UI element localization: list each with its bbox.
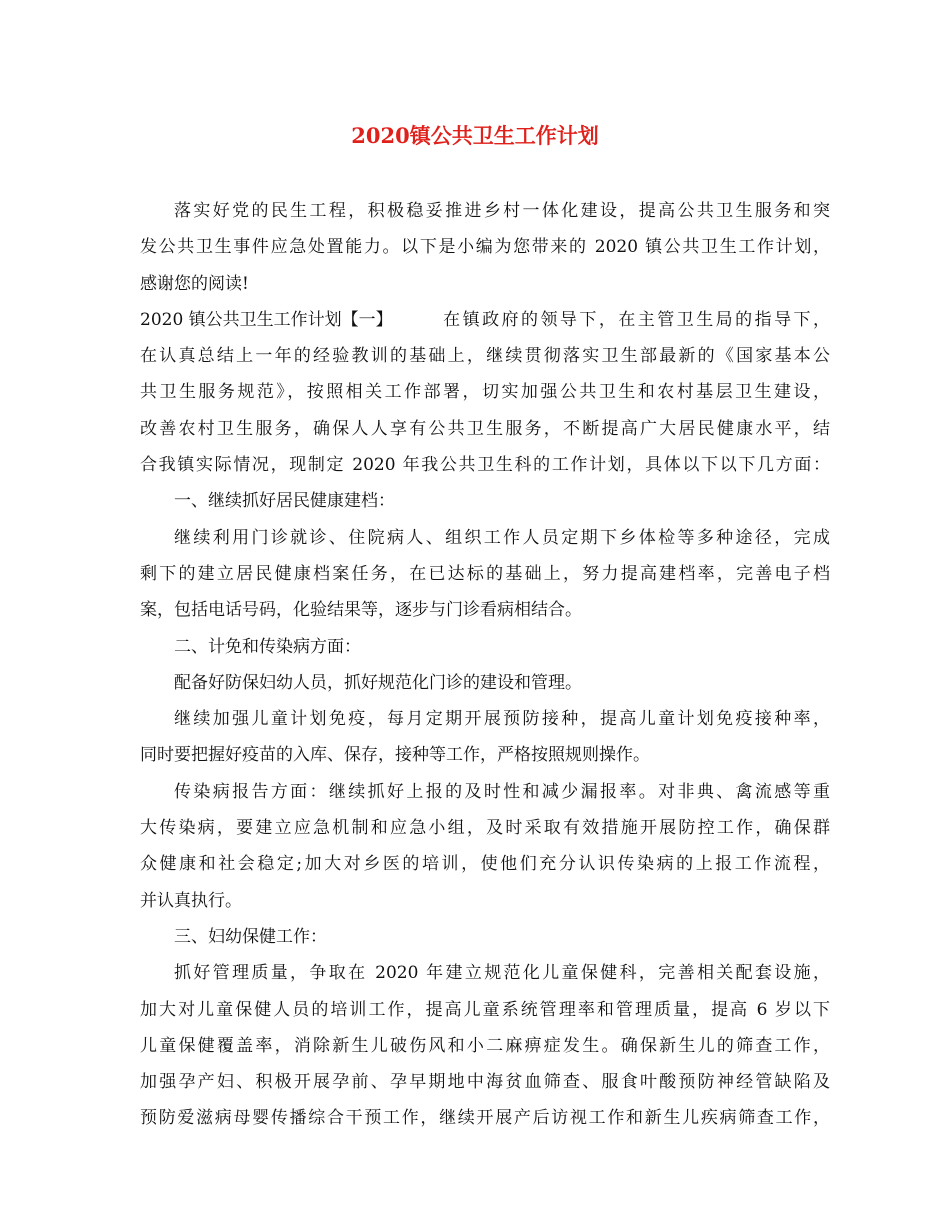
paragraph-line: 共卫生服务规范》，按照相关工作部署，切实加强公共卫生和农村基层卫生建设， — [140, 382, 830, 403]
paragraph-line: 加大对儿童保健人员的培训工作，提高儿童系统管理率和管理质量，提高 6 岁以下 — [140, 999, 830, 1020]
document-body — [140, 193, 830, 1137]
paragraph-line: 案，包括电话号码，化验结果等，逐步与门诊看病相结合。 — [140, 600, 582, 621]
paragraph-line: 抓好管理质量，争取在 2020 年建立规范化儿童保健科，完善相关配套设施， — [174, 963, 830, 984]
section-heading: 三、妇幼保健工作： — [174, 926, 327, 947]
paragraph-line: 预防爱滋病母婴传播综合干预工作，继续开展产后访视工作和新生儿疾病筛查工作， — [140, 1108, 830, 1129]
paragraph-line: 感谢您的阅读! — [140, 273, 249, 294]
paragraph-line: 传染病报告方面：继续抓好上报的及时性和减少漏报率。对非典、禽流感等重 — [174, 781, 830, 802]
paragraph-line: 继续利用门诊就诊、住院病人、组织工作人员定期下乡体检等多种途径，完成 — [174, 527, 830, 548]
paragraph-line: 加强孕产妇、积极开展孕前、孕早期地中海贫血筛查、服食叶酸预防神经管缺陷及 — [140, 1072, 830, 1093]
paragraph-line — [140, 302, 830, 338]
paragraph-line: 剩下的建立居民健康档案任务，在已达标的基础上，努力提高建档率，完善电子档 — [140, 563, 830, 584]
section-label: 2020 镇公共卫生工作计划【一】 — [140, 309, 393, 330]
paragraph-line: 在认真总结上一年的经验教训的基础上，继续贯彻落实卫生部最新的《国家基本公 — [140, 346, 830, 367]
paragraph-line: 配备好防保妇幼人员，抓好规范化门诊的建设和管理。 — [174, 672, 582, 693]
paragraph-line: 发公共卫生事件应急处置能力。以下是小编为您带来的 2020 镇公共卫生工作计划， — [140, 237, 830, 258]
paragraph-line: 改善农村卫生服务，确保人人享有公共卫生服务，不断提高广大居民健康水平，结 — [140, 418, 830, 439]
paragraph-line-text: 在镇政府的领导下，在主管卫生局的指导下， — [440, 309, 830, 330]
paragraph-line: 落实好党的民生工程，积极稳妥推进乡村一体化建设，提高公共卫生服务和突 — [174, 201, 830, 221]
paragraph-line: 众健康和社会稳定;加大对乡医的培训，使他们充分认识传染病的上报工作流程， — [140, 854, 830, 875]
paragraph-line: 大传染病，要建立应急机制和应急小组，及时采取有效措施开展防控工作，确保群 — [140, 818, 830, 839]
paragraph-line: 继续加强儿童计划免疫，每月定期开展预防接种，提高儿童计划免疫接种率， — [174, 709, 830, 730]
section-heading: 二、计免和传染病方面： — [174, 636, 361, 657]
paragraph-line: 合我镇实际情况，现制定 2020 年我公共卫生科的工作计划，具体以下以下几方面： — [140, 455, 830, 476]
paragraph-line: 同时要把握好疫苗的入库、保存，接种等工作，严格按照规则操作。 — [140, 745, 650, 766]
paragraph-line: 并认真执行。 — [140, 890, 242, 911]
paragraph-line: 儿童保健覆盖率，消除新生儿破伤风和小二麻痹症发生。确保新生儿的筛查工作， — [140, 1035, 830, 1056]
document-title: 2020镇公共卫生工作计划 — [351, 123, 599, 148]
section-heading: 一、继续抓好居民健康建档： — [174, 491, 395, 512]
